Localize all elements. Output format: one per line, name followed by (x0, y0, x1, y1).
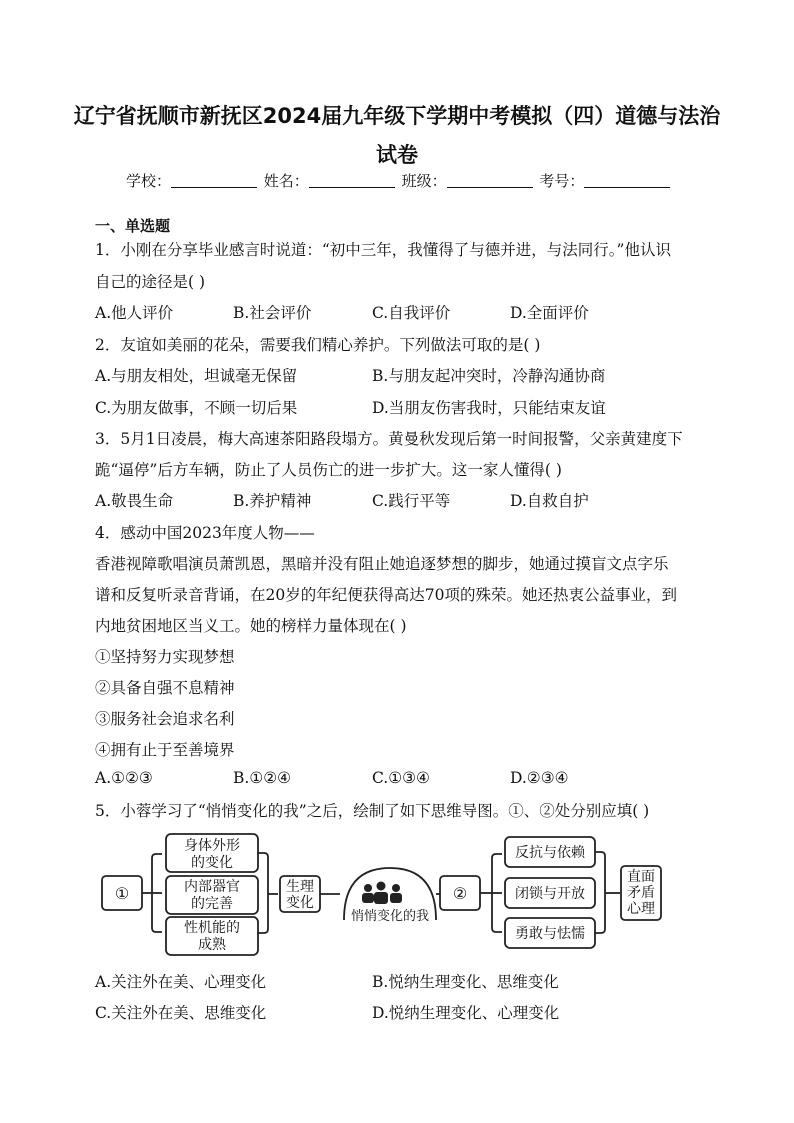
left-item-2-line2: 的完善 (191, 896, 233, 912)
number-blank[interactable] (584, 173, 670, 188)
q5-option-d[interactable]: D.悦纳生理变化、心理变化 (372, 1004, 560, 1022)
left-blank-text: ① (114, 884, 130, 903)
q3-option-b[interactable]: B.养护精神 (233, 492, 312, 510)
q3-option-a[interactable]: A.敬畏生命 (95, 492, 174, 510)
left-center-line2: 变化 (286, 895, 314, 911)
section-heading: 一、单选题 (95, 217, 171, 235)
q4-option-c[interactable]: C.①③④ (372, 769, 430, 787)
class-label: 班级： (401, 172, 447, 190)
right-item-1: 反抗与依赖 (515, 845, 585, 861)
number-label: 考号： (539, 172, 585, 190)
left-item-1-line2: 的变化 (191, 855, 233, 871)
left-item-3-line1: 性机能的 (184, 920, 240, 936)
mind-map-diagram (100, 828, 670, 958)
left-center-line1: 生理 (286, 879, 314, 895)
q4-option-b[interactable]: B.①②④ (233, 769, 292, 787)
name-label: 姓名： (263, 172, 309, 190)
q5-option-c[interactable]: C.关注外在美、思维变化 (95, 1004, 267, 1022)
right-end-line2: 矛盾 (627, 885, 655, 901)
class-blank[interactable] (447, 173, 533, 188)
q3-option-c[interactable]: C.践行平等 (372, 492, 451, 510)
q4-option-d[interactable]: D.②③④ (510, 769, 569, 787)
q3-option-d[interactable]: D.自救自护 (510, 492, 589, 510)
school-blank[interactable] (171, 173, 257, 188)
q2-stem-line1: 2．友谊如美丽的花朵，需要我们精心养护。下列做法可取的是( ) (95, 336, 541, 354)
q1-option-b[interactable]: B.社会评价 (233, 304, 312, 322)
q3-stem-line1: 3．5月1日凌晨，梅大高速茶阳路段塌方。黄曼秋发现后第一时间报警，父亲黄建度下 (95, 430, 683, 448)
q4-item-1: ①坚持努力实现梦想 (95, 648, 235, 666)
left-item-1-line1: 身体外形 (184, 838, 240, 854)
right-end-line3: 心理 (627, 901, 655, 917)
q3-stem-line2: 跪“逼停”后方车辆，防止了人员伤亡的进一步扩大。这一家人懂得( ) (95, 461, 562, 479)
q5-option-a[interactable]: A.关注外在美、心理变化 (95, 973, 267, 991)
q5-stem-line1: 5．小蓉学习了“悄悄变化的我”之后，绘制了如下思维导图。①、②处分别应填( ) (95, 802, 650, 820)
q1-option-d[interactable]: D.全面评价 (510, 304, 589, 322)
q2-option-a[interactable]: A.与朋友相处，坦诚毫无保留 (95, 367, 298, 385)
right-end-line1: 直面 (627, 869, 655, 885)
q4-item-4: ④拥有止于至善境界 (95, 741, 235, 759)
name-blank[interactable] (309, 173, 395, 188)
q1-option-a[interactable]: A.他人评价 (95, 304, 174, 322)
school-label: 学校： (126, 172, 172, 190)
right-blank-text: ② (452, 884, 468, 903)
right-item-2: 闭锁与开放 (515, 886, 585, 902)
q4-stem-line3: 谱和反复听录音背诵，在20岁的年纪便获得高达70项的殊荣。她还热衷公益事业，到 (95, 586, 677, 604)
q4-item-3: ③服务社会追求名利 (95, 710, 235, 728)
student-info (126, 170, 672, 191)
q1-stem-line1: 1．小刚在分享毕业感言时说道：“初中三年，我懂得了与德并进，与法同行。”他认识 (95, 241, 671, 259)
q1-option-c[interactable]: C.自我评价 (372, 304, 451, 322)
center-label: 悄悄变化的我 (350, 909, 430, 924)
left-item-2-line1: 内部器官 (184, 879, 240, 895)
q2-option-b[interactable]: B.与朋友起冲突时，冷静沟通协商 (372, 367, 606, 385)
q4-option-a[interactable]: A.①②③ (95, 769, 153, 787)
q4-stem-line4: 内地贫困地区当义工。她的榜样力量体现在( ) (95, 617, 407, 635)
page-title-line2: 试卷 (376, 143, 418, 167)
q4-stem-line1: 4．感动中国2023年度人物—— (95, 524, 315, 542)
left-item-3-line2: 成熟 (198, 937, 226, 953)
right-item-3: 勇敢与怯懦 (515, 926, 585, 942)
people-icon (362, 882, 402, 905)
q1-stem-line2: 自己的途径是( ) (95, 273, 206, 291)
q4-stem-line2: 香港视障歌唱演员萧凯恩，黑暗并没有阻止她追逐梦想的脚步，她通过摸盲文点字乐 (95, 555, 669, 573)
q2-option-c[interactable]: C.为朋友做事，不顾一切后果 (95, 399, 298, 417)
q5-option-b[interactable]: B.悦纳生理变化、思维变化 (372, 973, 559, 991)
page-title-line1: 辽宁省抚顺市新抚区2024届九年级下学期中考模拟（四）道德与法治 (73, 104, 721, 128)
q2-option-d[interactable]: D.当朋友伤害我时，只能结束友谊 (372, 399, 606, 417)
q4-item-2: ②具备自强不息精神 (95, 679, 235, 697)
